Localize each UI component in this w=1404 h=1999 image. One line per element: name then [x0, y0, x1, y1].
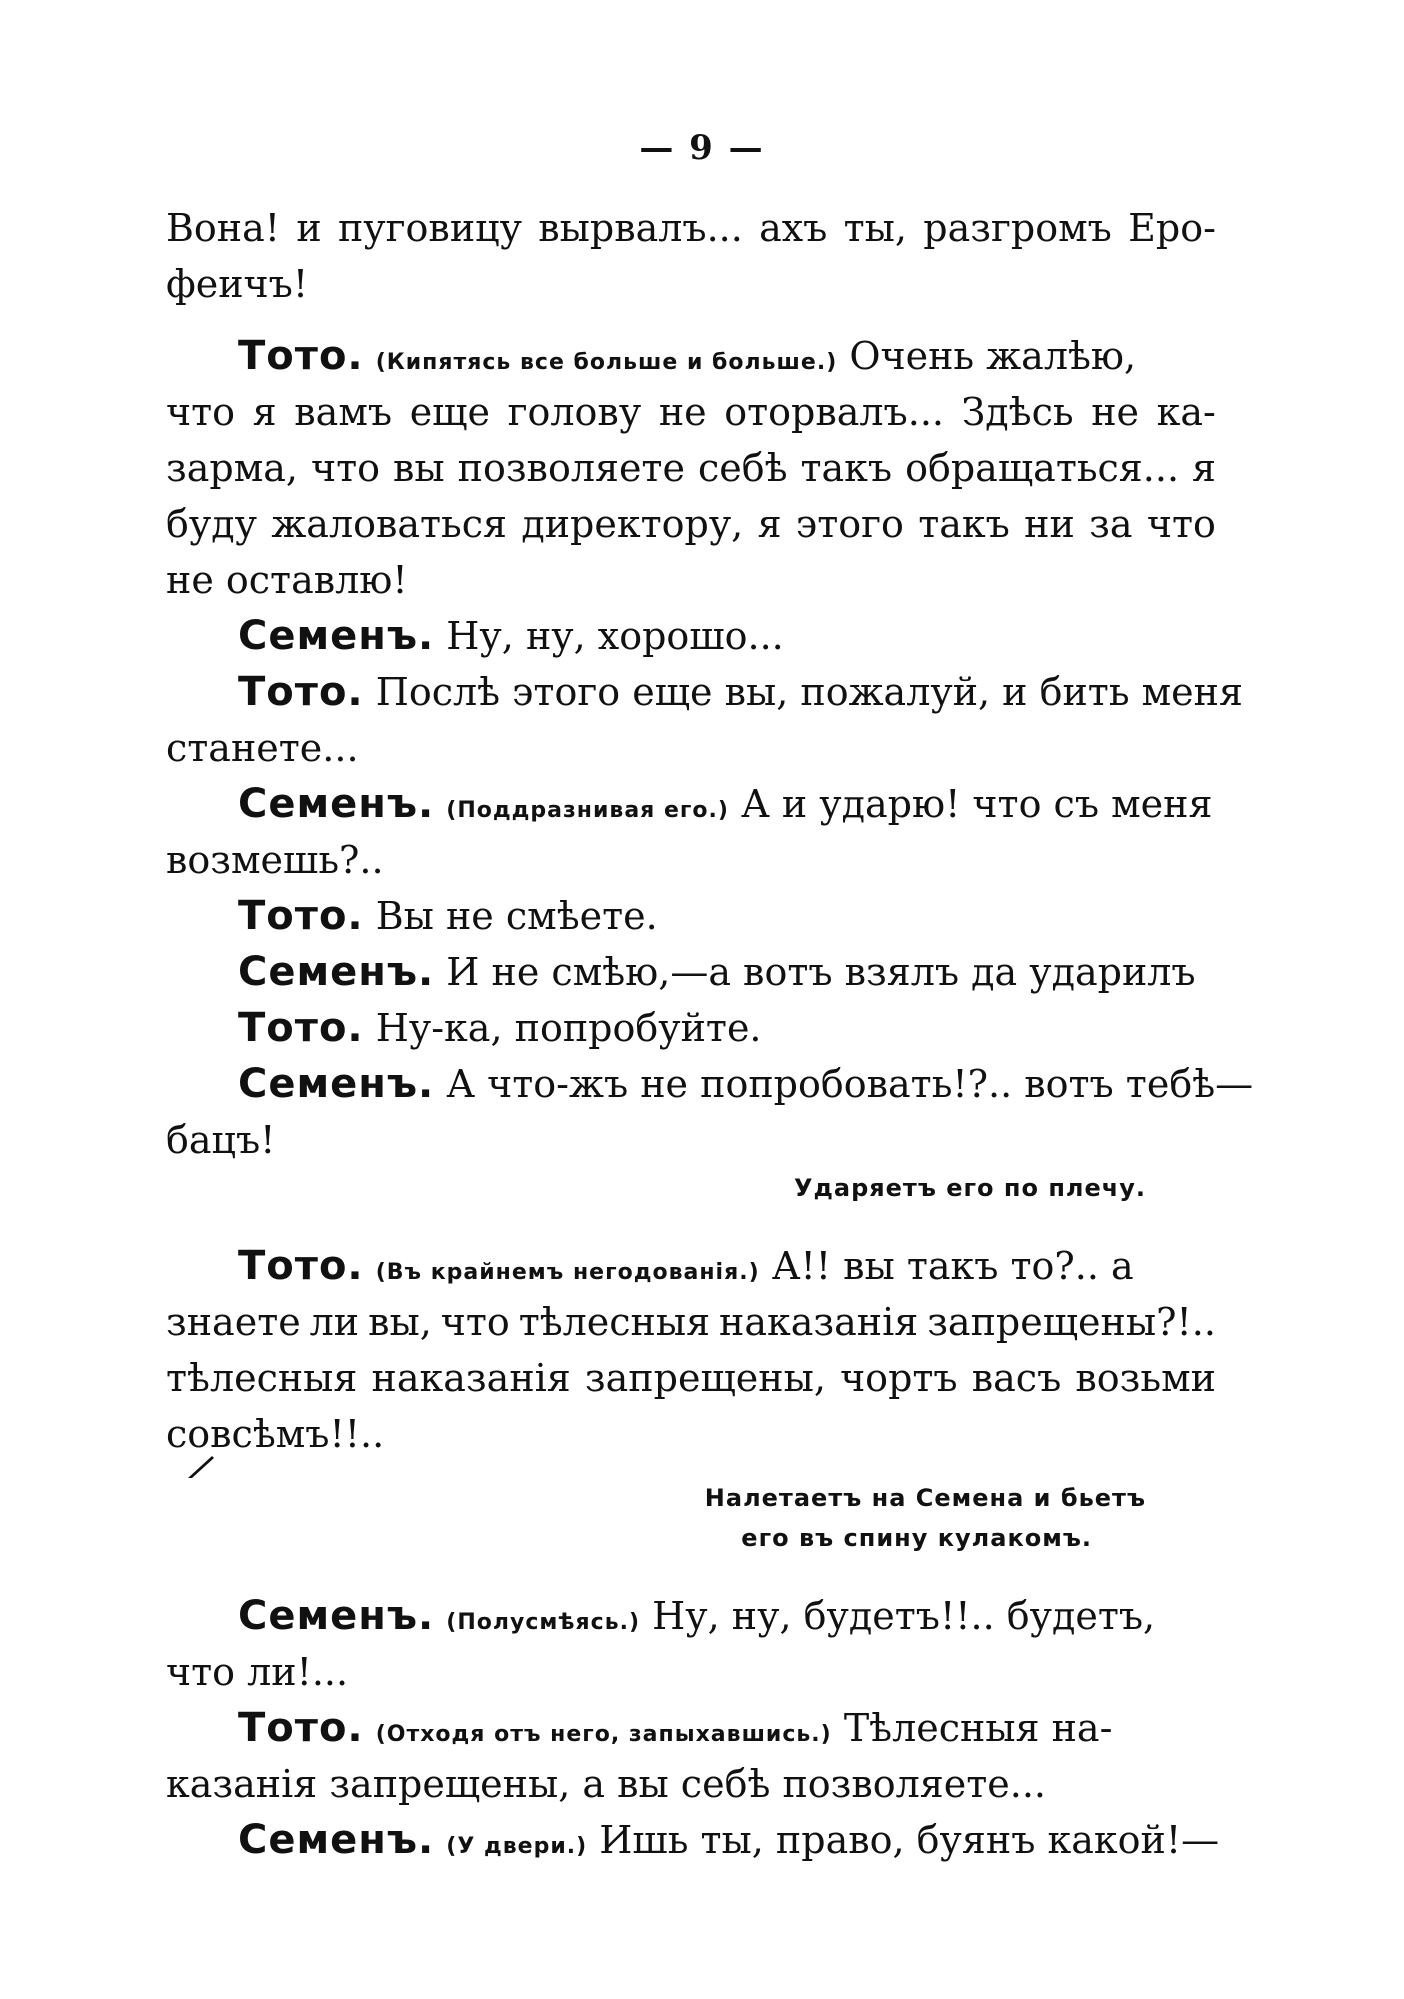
dialogue-line-semen-6: Семенъ. (У двери.) Ишь ты, право, буянъ какой!— — [238, 1817, 1220, 1863]
dialogue-line-toto-4: Тото. Ну-ка, попробуйте. — [238, 1005, 762, 1051]
speaker-name: Тото. — [238, 669, 364, 715]
speaker-name: Тото. — [238, 1705, 364, 1751]
speaker-name: Семенъ. — [238, 1061, 435, 1107]
stage-direction-block-1: Ударяетъ его по плечу. — [793, 1174, 1146, 1202]
text-line-20: тѣлесныя наказанія запрещены, чортъ васъ возьми — [166, 1356, 1216, 1400]
dialogue-line-toto-1: Тото. (Кипятясь все больше и больше.) Очень жалѣю, — [238, 333, 1137, 379]
speaker-name: Тото. — [238, 1005, 364, 1051]
text-line-21: совсѣмъ!!.. — [166, 1412, 385, 1456]
text-line-1: Вона! и пуговицу вырвалъ... ахъ ты, разгромъ Еро- — [166, 206, 1216, 250]
speaker-name: Семенъ. — [238, 613, 435, 659]
speaker-name: Семенъ. — [238, 781, 435, 827]
page-number: — 9 — — [639, 128, 765, 168]
text-line-19: знаете ли вы, что тѣлесныя наказанія запрещены?!.. — [166, 1300, 1216, 1344]
text-line-7: не оставлю! — [166, 558, 408, 602]
speaker-name: Семенъ. — [238, 949, 435, 995]
stage-direction-block-2b: его въ спину кулакомъ. — [741, 1524, 1092, 1552]
text-line-17: бацъ! — [166, 1118, 276, 1162]
speaker-name: Семенъ. — [238, 1593, 435, 1639]
speaker-name: Тото. — [238, 333, 364, 379]
speaker-name: Семенъ. — [238, 1817, 435, 1863]
ink-mark-icon — [186, 1452, 216, 1480]
text-line-5: зарма, что вы позволяете себѣ такъ обращаться... я — [166, 446, 1216, 490]
stage-direction: (Отходя отъ него, запыхавшись.) — [375, 1722, 832, 1747]
dialogue-line-semen-1: Семенъ. Ну, ну, хорошо... — [238, 613, 784, 659]
dialogue-line-toto-6: Тото. (Отходя отъ него, запыхавшись.) Тѣлесныя на- — [238, 1705, 1113, 1751]
text-line-4: что я вамъ еще голову не оторвалъ... Здѣсь не ка- — [166, 390, 1216, 434]
dialogue-line-semen-4: Семенъ. А что-жъ не попробовать!?.. вотъ тебѣ— — [238, 1061, 1254, 1107]
text-line-23: что ли!... — [166, 1650, 349, 1694]
dialogue-line-semen-2: Семенъ. (Поддразнивая его.) А и ударю! что съ меня — [238, 781, 1213, 827]
dialogue-line-toto-5: Тото. (Въ крайнемъ негодованія.) А!! вы такъ то?.. а — [238, 1243, 1134, 1289]
page-text — [166, 200, 1254, 1868]
text-line-2: феичъ! — [166, 262, 309, 306]
text-line-10: станете... — [166, 726, 359, 770]
stage-direction: (Поддразнивая его.) — [446, 798, 729, 823]
dialogue-line-toto-2: Тото. Послѣ этого еще вы, пожалуй, и бить меня — [238, 669, 1243, 715]
text-line-25: казанія запрещены, а вы себѣ позволяете... — [166, 1762, 1046, 1806]
stage-direction-block-2a: Налетаетъ на Семена и бьетъ — [704, 1484, 1146, 1512]
stage-direction: (Въ крайнемъ негодованія.) — [375, 1260, 760, 1285]
speaker-name: Тото. — [238, 1243, 364, 1289]
speaker-name: Тото. — [238, 893, 364, 939]
stage-direction: (У двери.) — [446, 1834, 588, 1859]
text-line-12: возмешь?.. — [166, 838, 384, 882]
dialogue-line-semen-5: Семенъ. (Полусмѣясь.) Ну, ну, будетъ!!.. будетъ, — [238, 1593, 1156, 1639]
stage-direction: (Кипятясь все больше и больше.) — [375, 350, 838, 375]
dialogue-line-semen-3: Семенъ. И не смѣю,—а вотъ взялъ да ударилъ — [238, 949, 1196, 995]
stage-direction: (Полусмѣясь.) — [446, 1610, 641, 1635]
dialogue-line-toto-3: Тото. Вы не смѣете. — [238, 893, 658, 939]
text-line-6: буду жаловаться директору, я этого такъ ни за что — [166, 502, 1216, 546]
